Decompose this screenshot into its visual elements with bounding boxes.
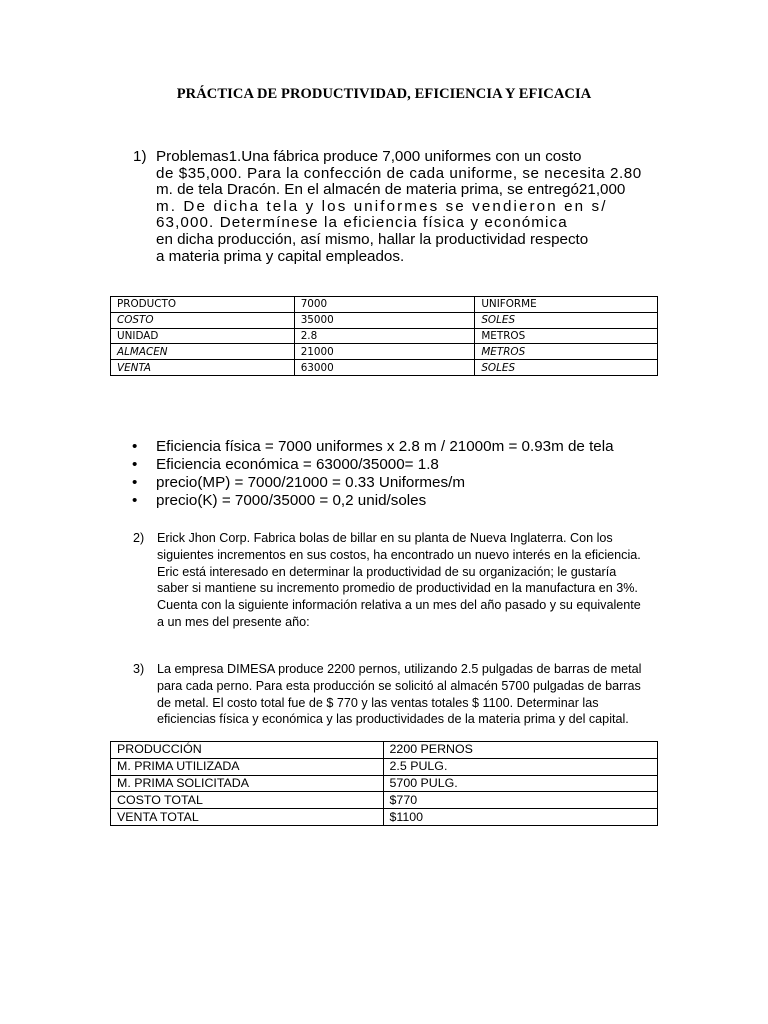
data-table-2 [110, 741, 658, 826]
list-item-text: Eficiencia física = 7000 uniformes x 2.8 m / 21000m = 0.93m de tela [156, 438, 614, 455]
data-table-1 [110, 296, 658, 376]
table-cell: $1100 [383, 809, 657, 826]
table-row [111, 344, 658, 360]
table-cell: 2200 PERNOS [383, 742, 657, 759]
list-item-text: Eficiencia económica = 63000/35000= 1.8 [156, 456, 439, 473]
table-cell: 63000 [294, 360, 475, 376]
problem-line: para cada perno. Para esta producción se solicitó al almacén 5700 pulgadas de barras [157, 678, 641, 693]
problem-line: Eric está interesado en determinar la productividad de su organización; le gustaría [157, 564, 617, 579]
table-cell: UNIDAD [111, 328, 295, 344]
list-item-text: precio(K) = 7000/35000 = 0,2 unid/soles [156, 492, 427, 509]
problem-line: m. De dicha tela y los uniformes se vendieron en s/ [156, 197, 608, 215]
problem-number: 2) [133, 531, 145, 545]
table-cell: 7000 [294, 297, 475, 313]
table-cell: $770 [383, 792, 657, 809]
bullet-icon: • [132, 438, 138, 455]
problem-line: saber si mantiene su incremento promedio de productividad en la manufactura en 3%. [157, 581, 638, 596]
table-cell: METROS [475, 344, 658, 360]
table-cell: PRODUCCIÓN [111, 742, 384, 759]
list-item-text: precio(MP) = 7000/21000 = 0.33 Uniformes/m [156, 474, 465, 491]
problem-line: Problemas1.Una fábrica produce 7,000 uniformes con un costo [156, 148, 582, 165]
bullet-icon: • [132, 474, 138, 491]
table-row [111, 328, 658, 344]
page-title: PRÁCTICA DE PRODUCTIVIDAD, EFICIENCIA Y EFICACIA [176, 86, 592, 102]
table-row [111, 742, 658, 759]
problem-line: Erick Jhon Corp. Fabrica bolas de billar en su planta de Nueva Inglaterra. Con los [157, 531, 613, 545]
table-row [111, 360, 658, 376]
table-cell: 2.8 [294, 328, 475, 344]
problem-line: siguientes incrementos en sus costos, ha encontrado un nuevo interés en la eficiencia. [157, 547, 641, 562]
table-cell: M. PRIMA SOLICITADA [111, 775, 384, 792]
problem-line: m. de tela Dracón. En el almacén de materia prima, se entregó21,000 [156, 181, 626, 199]
table-row [111, 775, 658, 792]
table-row [111, 312, 658, 328]
table-row [111, 792, 658, 809]
problem-line: 63,000. Determínese la eficiencia física y económica [156, 214, 568, 232]
table-cell: M. PRIMA UTILIZADA [111, 758, 384, 775]
table-cell: 21000 [294, 344, 475, 360]
problem-number: 3) [133, 662, 145, 676]
problem-line: de metal. El costo total fue de $ 770 y las ventas totales $ 1100. Determinar las [157, 695, 599, 710]
table-cell: SOLES [475, 360, 658, 376]
table-cell: METROS [475, 328, 658, 344]
problem-number: 1) [133, 148, 147, 165]
table-cell: ALMACEN [111, 344, 295, 360]
table-cell: VENTA TOTAL [111, 809, 384, 826]
problem-line: a materia prima y capital empleados. [156, 247, 405, 265]
problem-line: en dicha producción, así mismo, hallar la productividad respecto [156, 231, 589, 248]
table-cell: PRODUCTO [111, 297, 295, 313]
bullet-icon: • [132, 492, 138, 509]
table-cell: 35000 [294, 312, 475, 328]
table-row [111, 809, 658, 826]
problem-line: a un mes del presente año: [157, 615, 310, 629]
problem-line: eficiencias física y económica y las productividades de la materia prima y del capital. [157, 712, 629, 727]
problem-line: de $35,000. Para la confección de cada uniforme, se necesita 2.80 [156, 164, 642, 182]
table-cell: 2.5 PULG. [383, 758, 657, 775]
problem-line: La empresa DIMESA produce 2200 pernos, utilizando 2.5 pulgadas de barras de metal [157, 662, 642, 676]
problem-line: Cuenta con la siguiente información relativa a un mes del año pasado y su equivalente [157, 598, 641, 613]
bullet-icon: • [132, 456, 138, 473]
table-cell: UNIFORME [475, 297, 658, 313]
table-cell: COSTO TOTAL [111, 792, 384, 809]
table-cell: SOLES [475, 312, 658, 328]
table-cell: 5700 PULG. [383, 775, 657, 792]
table-cell: VENTA [111, 360, 295, 376]
table-cell: COSTO [111, 312, 295, 328]
table-row [111, 758, 658, 775]
table-row [111, 297, 658, 313]
